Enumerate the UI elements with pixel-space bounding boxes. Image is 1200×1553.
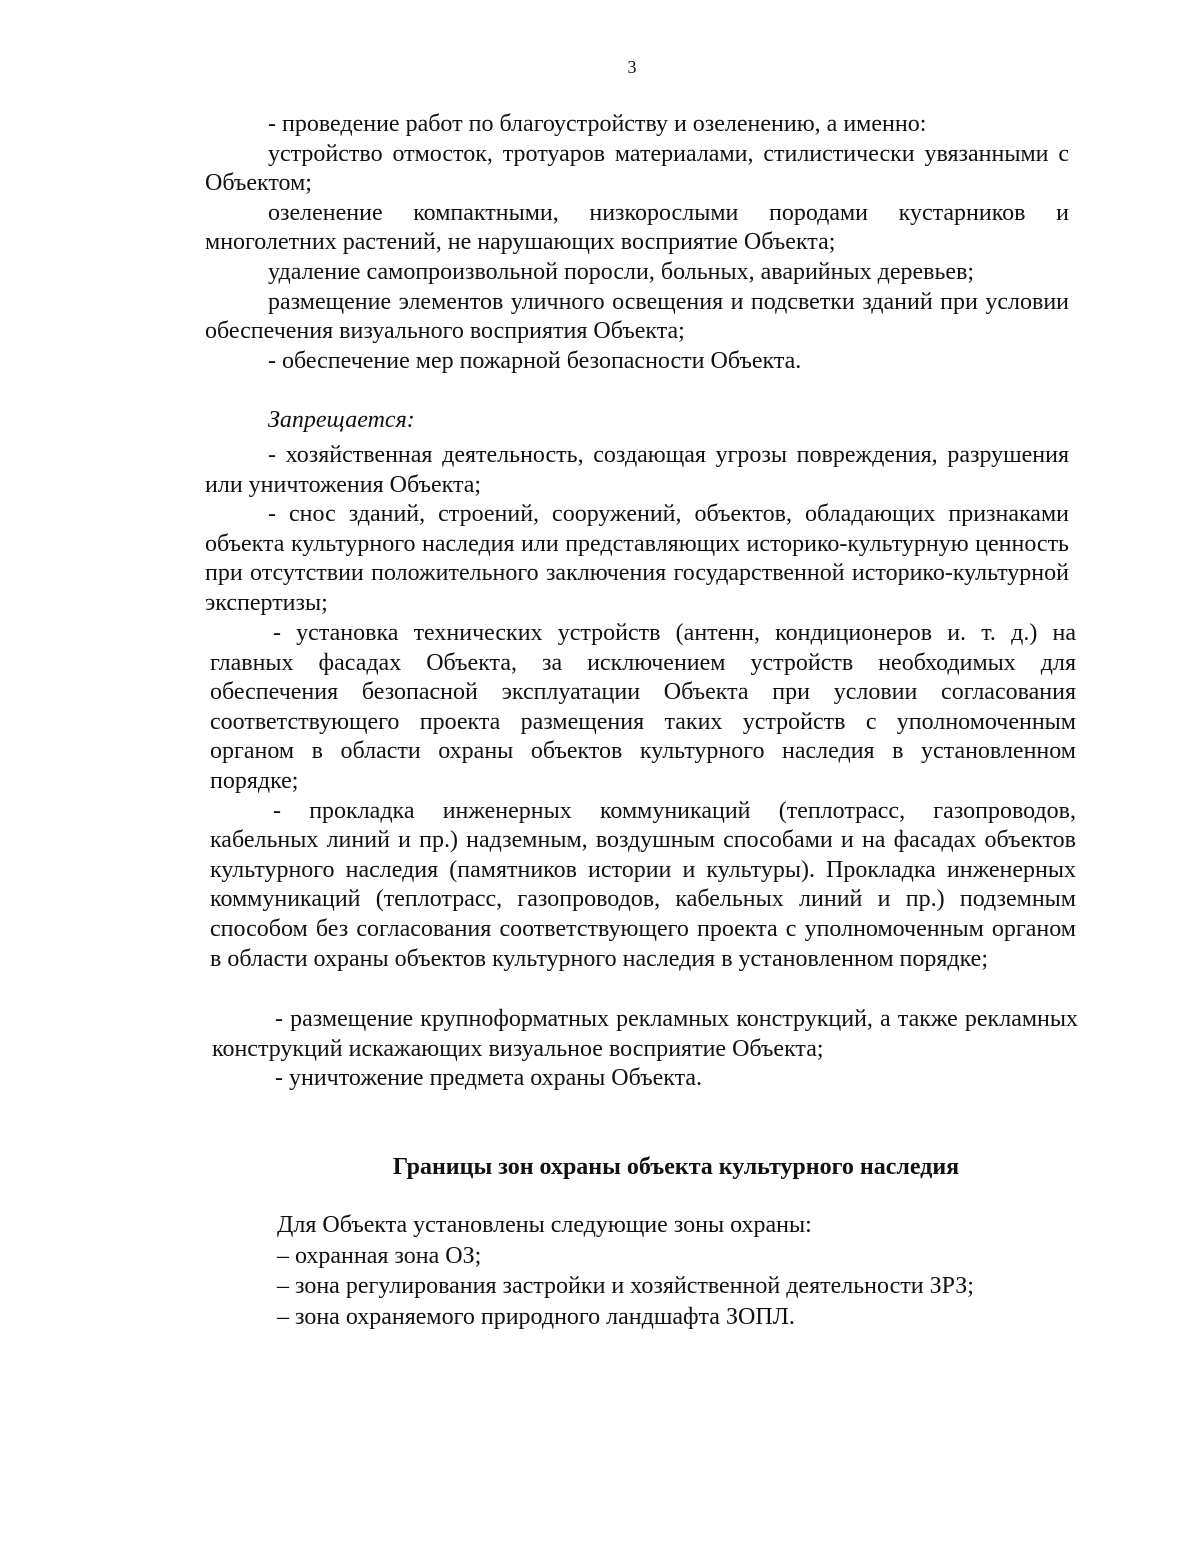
zone-item-oz: – охранная зона ОЗ; [277,1242,482,1269]
zone-item-zrz: – зона регулирования застройки и хозяйственной деятельности ЗРЗ; [277,1273,974,1299]
paragraph-fire-safety: - обеспечение мер пожарной безопасности Объекта. [268,347,802,374]
prohibited-heading: Запрещается: [268,407,415,433]
prohibited-list-part-3 [212,1005,1078,1094]
zones-section-title: Границы зон охраны объекта культурного наследия [392,1154,960,1180]
paragraph-landscaping: - проведение работ по благоустройству и озеленению, а именно: [268,111,927,137]
zones-list [277,1210,974,1332]
paragraph-pavements: устройство отмосток, тротуаров материалами, стилистически увязанными с Объектом; [205,140,1069,197]
permitted-works-section [205,110,1069,376]
prohibited-list-part-2 [210,619,1076,974]
zones-intro: Для Объекта установлены следующие зоны охраны: [277,1212,812,1238]
paragraph-advertising: - размещение крупноформатных рекламных конструкций, а также рекламных конструкций искажающих визуальное восприятие Объекта; [212,1006,1078,1062]
prohibited-list-part-1 [205,441,1069,619]
paragraph-lighting: размещение элементов уличного освещения и подсветки зданий при условии обеспечения визуального восприятия Объекта; [205,288,1069,345]
paragraph-economic-activity: - хозяйственная деятельность, создающая угрозы повреждения, разрушения или уничтожения Объекта; [205,442,1069,498]
zone-item-zopl: – зона охраняемого природного ландшафта ЗОПЛ. [277,1303,795,1330]
page-number: 3 [627,57,637,77]
paragraph-demolition: - снос зданий, строений, сооружений, объектов, обладающих признаками объекта культурного наследия или представляющих историко-культурную ценность при отсутствии положительного заключения государственной историко-культурной экспертизы; [205,501,1069,616]
paragraph-utilities: - прокладка инженерных коммуникаций (теплотрасс, газопроводов, кабельных линий и пр.) надземным, воздушным способами и на фасадах объектов культурного наследия (памятников истории и культуры). Прокладка инженерных коммуникаций (теплотрасс, газопроводов, кабельных линий и пр.) подземным способом без согласования соответствующего проекта с уполномоченным органом в области охраны объектов культурного наследия в установленном порядке; [210,797,1076,972]
paragraph-technical-devices: - установка технических устройств (антенн, кондиционеров и. т. д.) на главных фасадах Объекта, за исключением устройств необходимых для обеспечения безопасной эксплуатации Объекта при условии согласования соответствующего проекта размещения таких устройств с уполномоченным органом в области охраны объектов культурного наследия в установленном порядке; [210,620,1076,794]
paragraph-destruction: - уничтожение предмета охраны Объекта. [275,1065,703,1092]
paragraph-greening: озеленение компактными, низкорослыми породами кустарников и многолетних растений, не нарушающих восприятие Объекта; [205,199,1069,256]
paragraph-tree-removal: удаление самопроизвольной поросли, больных, аварийных деревьев; [268,258,975,285]
